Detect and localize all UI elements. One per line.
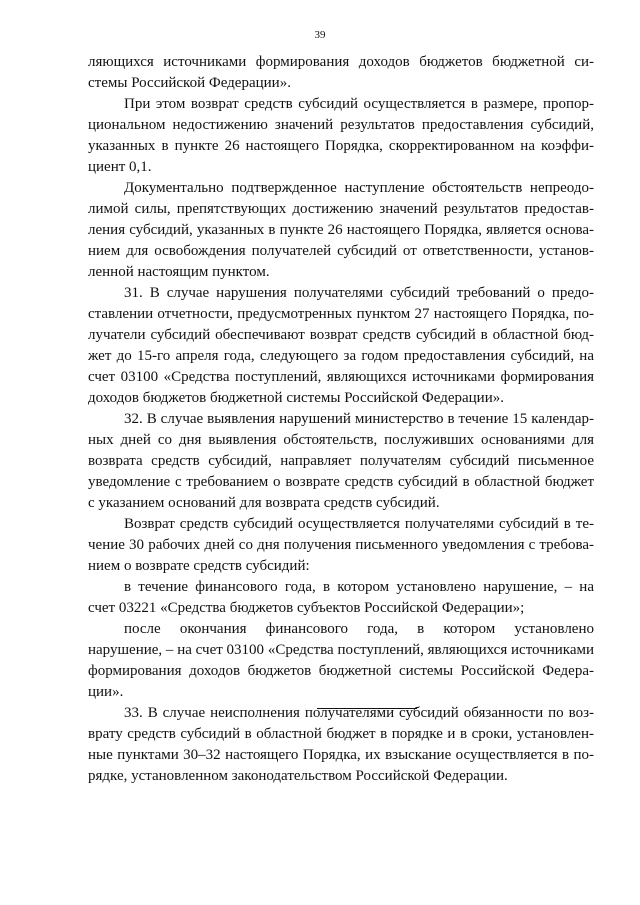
text-line: ставлении отчетности, предусмотренных пунктом 27 настоящего Порядка, по- [88,306,594,322]
text-line: формирования доходов бюджетов бюджетной системы Российской Федера- [88,663,594,679]
text-line: лучатели субсидий обеспечивают возврат средств субсидий в областной бюд- [88,327,594,343]
text-line: ных дней со дня выявления обстоятельств, послуживших основаниями для [88,432,594,448]
text-line: лимой силы, препятствующих достижению значений результатов предостав- [88,201,594,217]
text-line: счет 03221 «Средства бюджетов субъектов Российской Федерации»; [88,600,525,616]
text-line: циент 0,1. [88,159,152,175]
text-line: 33. В случае неисполнения получателями субсидий обязанности по воз- [124,705,594,721]
text-line: ляющихся источниками формирования доходов бюджетов бюджетной си- [88,54,594,70]
text-line: в течение финансового года, в котором установлено нарушение, – на [124,579,594,595]
text-line: доходов бюджетов бюджетной системы Российской Федерации». [88,390,504,406]
text-line: Возврат средств субсидий осуществляется получателями субсидий в те- [124,516,594,532]
text-line: нием для освобождения получателей субсидий от ответственности, установ- [88,243,594,259]
text-line: При этом возврат средств субсидий осуществляется в размере, пропор- [124,96,594,112]
text-line: 32. В случае выявления нарушений министерство в течение 15 календар- [124,411,594,427]
text-line: циональном недостижению значений результатов предоставления субсидий, [88,117,594,133]
text-line: Документально подтвержденное наступление обстоятельств непреодо- [124,180,594,196]
text-line: стемы Российской Федерации». [88,75,291,91]
text-line: уведомление с требованием о возврате средств субсидий в областной бюджет [88,474,594,490]
text-line: ции». [88,684,124,700]
text-line: после окончания финансового года, в котором установлено [124,621,594,637]
text-line: с указанием оснований для возврата средств субсидий. [88,495,440,511]
text-line: чение 30 рабочих дней со дня получения письменного уведомления с требова- [88,537,594,553]
text-line: врату средств субсидий в областной бюджет в порядке и в сроки, установлен- [88,726,594,742]
text-line: указанных в пункте 26 настоящего Порядка, скорректированном на коэффи- [88,138,594,154]
text-line: нарушение, – на счет 03100 «Средства поступлений, являющихся источниками [88,642,594,658]
text-line: ные пунктами 30–32 настоящего Порядка, их взыскание осуществляется в по- [88,747,594,763]
document-body [88,52,594,787]
end-divider [317,708,417,709]
text-line: счет 03100 «Средства поступлений, являющихся источниками формирования [88,369,594,385]
text-line: ления субсидий, указанных в пункте 26 настоящего Порядка, является основа- [88,222,594,238]
text-line: рядке, установленном законодательством Российской Федерации. [88,768,508,784]
text-line: ленной настоящим пунктом. [88,264,270,280]
text-line: возврата средств субсидий, направляет получателям субсидий письменное [88,453,594,469]
text-line: жет до 15-го апреля года, следующего за годом предоставления субсидий, на [88,348,594,364]
page-number: 39 [314,29,326,41]
text-line: 31. В случае нарушения получателями субсидий требований о предо- [124,285,594,301]
text-line: нием о возврате средств субсидий: [88,558,310,574]
